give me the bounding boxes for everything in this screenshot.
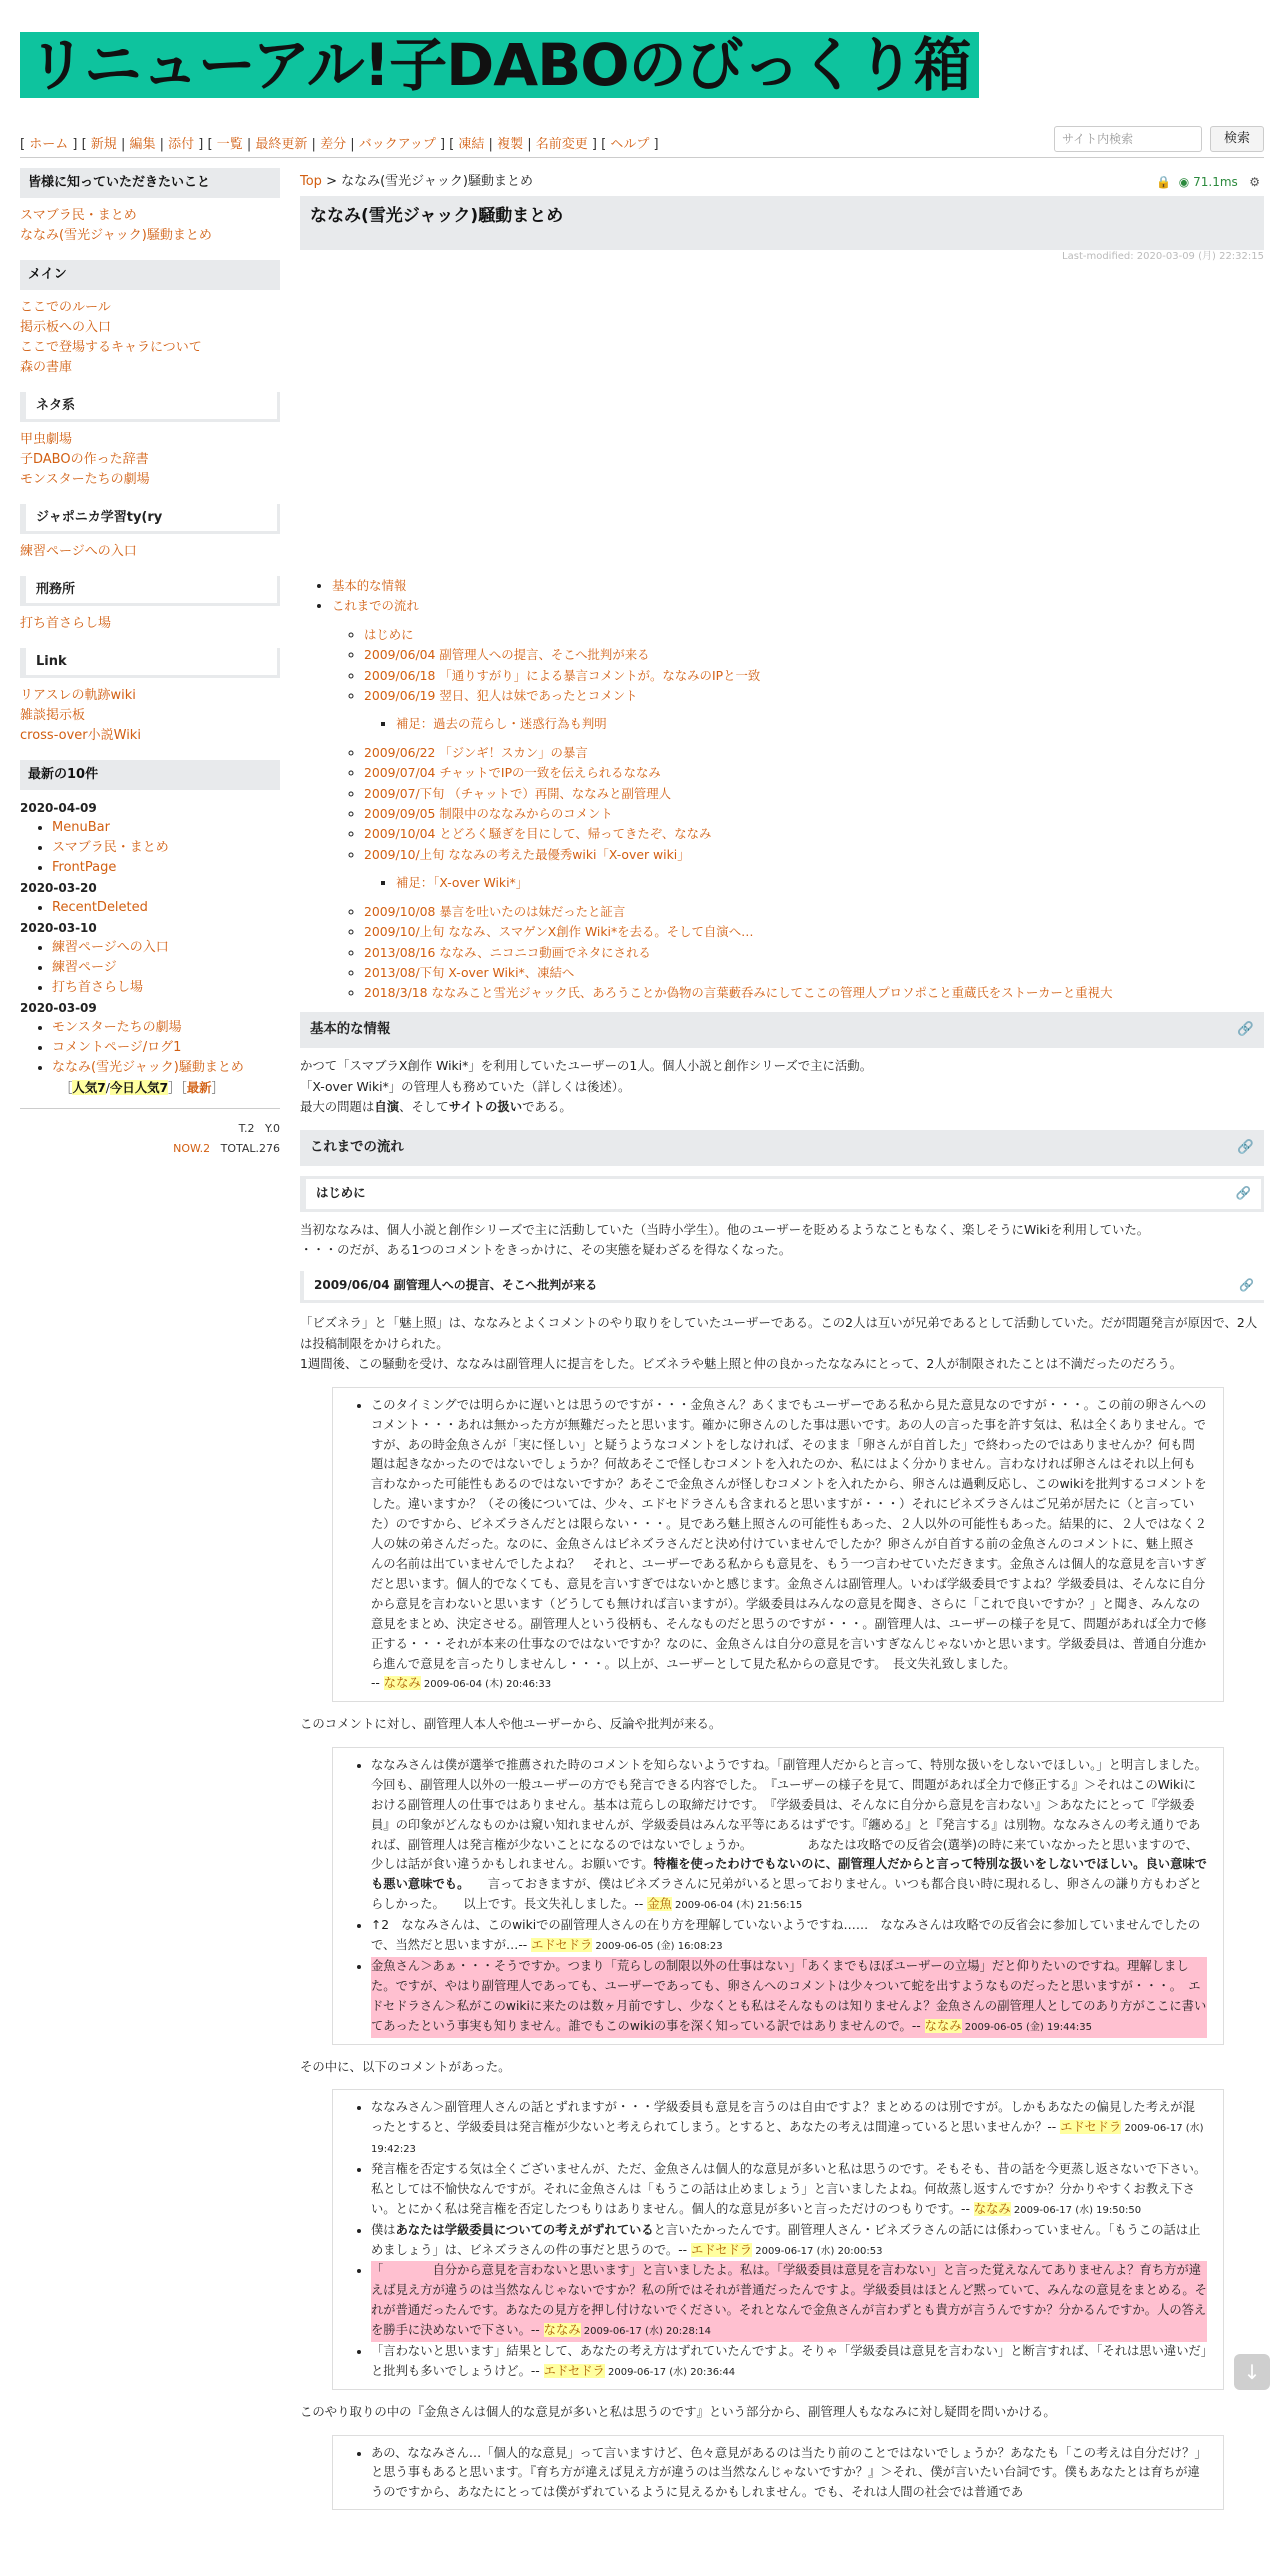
sidebar-group — [20, 206, 280, 246]
text-line: 当初ななみは、個人小説と創作シリーズで主に活動していた（当時小学生）。他のユーザーを貶めるようなこともなく、楽しそうにWikiを利用していた。 — [300, 1221, 1150, 1237]
link-icon[interactable]: 🔗 — [1239, 1277, 1254, 1292]
toc-item — [364, 784, 1260, 804]
link-icon[interactable]: 🔗 — [1237, 1139, 1254, 1155]
comment-text: 僕は — [371, 2222, 396, 2237]
section-title: これまでの流れ — [310, 1139, 404, 1155]
text-line: 1週間後、この騒動を受け、ななみは副管理人に提言をした。ビズネラや魅上照と仲の良かったななみにとって、2人が制限されたことは不満だったのだろう。 — [300, 1356, 1183, 1372]
nav-link[interactable]: 最終更新 — [255, 137, 308, 152]
popular-link[interactable]: 人気7 — [72, 1080, 106, 1095]
nav-bracket: [ — [449, 137, 459, 152]
paragraph: このやり取りの中の『金魚さんは個人的な意見が多いと私は思うのです』という部分から、副管理人もななみに対し疑問を問いかける。 — [300, 2403, 1056, 2419]
counter-today — [20, 1119, 280, 1139]
toc-item — [364, 666, 1260, 686]
comment-text: あの、ななみさん…「個人的な意見」って言いますけど、色々意見があるのは当たり前のことではないでしょうか？あなたも「この考えは自分だけ？」と思う事もあると思います。『育ち方が違えば見え方が違うのは当然なんじゃないですか？』＞それ、僕が言いたい台詞です。僕もあなたとは育ちが違うのですから、あなたにとっては僕がずれているように見えるかもしれません。でも、それは人間の社会では普通であ — [371, 2445, 1207, 2500]
comment-date: 2009-06-05 (金) 19:44:35 — [961, 2021, 1092, 2033]
counter-y: Y.0 — [265, 1122, 280, 1136]
sig-prefix: -- — [961, 2201, 974, 2216]
bold-text: 特権を使ったわけでもないのに、副管理人だからと言って特別な扱いをしないでほしい。良い意味でも悪い意味でも。 — [371, 1857, 1207, 1892]
toc-link[interactable]: 2013/08/16 ななみ、ニコニコ動画でネタにされる — [364, 944, 651, 960]
render-time: 71.1ms — [1193, 175, 1238, 189]
popular-sep: / — [105, 1080, 110, 1095]
toc-item — [396, 714, 1260, 734]
text: 最大の問題は — [300, 1099, 375, 1115]
author-link[interactable]: エドセドラ — [690, 2242, 753, 2257]
section-title: 基本的な情報 — [310, 1022, 391, 1037]
nav-link[interactable]: 複製 — [497, 137, 524, 152]
recent-items — [20, 1018, 280, 1078]
recent-items — [20, 938, 280, 998]
recent-link[interactable]: 打ち首さらし場 — [52, 980, 144, 995]
comment-text: ↑2 ななみさんは、このwikiでの副管理人さんの在り方を理解していないようですね…… ななみさんは攻略での反省会に参加していませんでしたので、当然だと思いますが… — [371, 1918, 1201, 1953]
sidebar — [20, 168, 280, 1159]
recent-link[interactable]: 練習ページへの入口 — [52, 940, 169, 955]
sig-prefix: -- — [634, 1897, 648, 1912]
nav-separator: | — [484, 137, 498, 152]
toc-item — [364, 963, 1260, 983]
toc-item — [364, 706, 1260, 742]
popular-links — [20, 1078, 280, 1098]
link-icon[interactable]: 🔗 — [1235, 1184, 1251, 1200]
search-form — [1054, 126, 1264, 152]
last-modified: Last-modified: 2020-03-09 (月) 22:32:15 — [1062, 251, 1264, 262]
timer-icon: ◉ — [1178, 175, 1190, 189]
paragraph: このコメントに対し、副管理人本人や他ユーザーから、反論や批判が来る。 — [300, 1716, 722, 1732]
sidebar-link[interactable]: 雑談掲示板 — [20, 708, 86, 723]
nav-bracket: ] — [587, 137, 602, 152]
toc-link[interactable]: 2009/10/04 とどろく騒ぎを目にして、帰ってきたぞ、ななみ — [364, 826, 712, 842]
comment — [371, 2342, 1207, 2383]
nav-link[interactable]: 差分 — [320, 137, 347, 152]
toc-item — [364, 983, 1260, 1003]
latest-link[interactable]: 最新 — [186, 1080, 212, 1095]
sidebar-link[interactable]: ここで登場するキャラについて — [20, 340, 202, 355]
sidebar-link[interactable]: 甲虫劇場 — [20, 432, 73, 447]
subsection-title: はじめに — [316, 1184, 366, 1200]
toc-item — [364, 625, 1260, 645]
toc-item — [364, 804, 1260, 824]
nav-separator: | — [523, 137, 536, 152]
comment-text: ななみさん＞副管理人さんの話とずれますが・・・学級委員も意見を言うのは自由ですよ？まとめるのは別ですが。しかもあなたの偏見した考えが混ったとすると、学級委員は発言権が少ないと考えられてしまう。とすると、あなたの考えは間違っていると思いませんか？ — [371, 2100, 1195, 2135]
nav-link[interactable]: ヘルプ — [610, 137, 650, 152]
comment-box — [332, 2089, 1224, 2390]
toc-link[interactable]: 基本的な情報 — [332, 578, 407, 593]
recent-date: 2020-03-09 — [20, 1001, 97, 1015]
toc-link[interactable]: 2009/10/上旬 ななみ、スマゲンX創作 Wiki*を去る。そして自演へ… — [364, 924, 754, 940]
comment — [371, 1756, 1207, 1916]
comment-box — [332, 1387, 1224, 1703]
counter-now: NOW.2 — [173, 1142, 211, 1156]
toc-item — [364, 865, 1260, 901]
breadcrumb-page: ななみ(雪光ジャック)騒動まとめ — [341, 174, 533, 189]
sidebar-heading: メイン — [20, 260, 280, 290]
comment-text: 発言権を否定する気は全くございませんが、ただ、金魚さんは個人的な意見が多いと私は思うのです。そもそも、昔の話を今更蒸し返さないで下さい。私としては不愉快なんですが。それに金魚さんは「もうこの話は止めましょう」と言いましたよね。何故蒸し返すんですか？分かりやすくお教え下さい。とにかく私は発言権を否定したつもりはありません。個人的な意見が多いと言っただけのつもりです。 — [371, 2161, 1207, 2216]
text-line: 「X-over Wiki*」の管理人も務めていた（詳しくは後述）。 — [300, 1078, 631, 1094]
nav-bracket: ] — [649, 137, 659, 152]
sig-prefix: -- — [530, 2364, 544, 2378]
recent-date: 2020-04-09 — [20, 801, 97, 815]
bold-text: サイトの扱い — [448, 1099, 523, 1115]
recent-heading: 最新の10件 — [20, 760, 280, 790]
toc-link[interactable]: これまでの流れ — [332, 598, 419, 614]
nav-link[interactable]: 名前変更 — [535, 137, 588, 152]
sig-prefix: -- — [530, 2323, 544, 2338]
counter-t: T.2 — [238, 1122, 255, 1136]
counter-total — [20, 1139, 280, 1159]
toc-item — [364, 645, 1260, 665]
comment — [371, 2098, 1207, 2160]
comment-text: 「 自分から意見を言わないと思います」と言いましたよ。私は。「学級委員は意見を言わない」と言った覚えなんてありませんよ？育ち方が違えば見え方が違うのは当然なんじゃないですか？私の所ではそれが普通だったんですよ。学級委員はほとんど黙っていて、みんなの意見をまとめる。それが普通だったんです。あなたの見方を押し付けないでください。それとなんで金魚さんが言わずとも貴方が言うんですか？分かるんですか。人の答えを勝手に決めないで下さい。 — [371, 2263, 1207, 2338]
section-heading — [300, 1130, 1264, 1166]
sidebar-heading: 皆様に知っていただきたいこと — [20, 168, 280, 198]
sidebar-link[interactable]: 子DABOの作った辞書 — [20, 452, 149, 467]
toc-item — [364, 743, 1260, 763]
text-line — [300, 1097, 1264, 1118]
subsection-heading — [300, 1176, 1264, 1212]
text-line: ・・・のだが、ある1つのコメントをきっかけに、その実態を疑わざるを得なくなった。 — [300, 1242, 792, 1258]
bold-text: 自演 — [374, 1099, 400, 1115]
sidebar-group — [20, 686, 280, 746]
recent-item — [52, 1058, 280, 1078]
toc-item — [332, 596, 1260, 1003]
sig-prefix: -- — [518, 1938, 532, 1953]
sidebar-link[interactable]: 森の書庫 — [20, 360, 73, 375]
recent-date: 2020-03-20 — [20, 881, 97, 895]
sig-prefix: -- — [911, 2018, 925, 2033]
nav-separator: | — [116, 137, 130, 152]
sidebar-link[interactable]: cross-over小説Wiki — [20, 728, 141, 743]
sidebar-subheading: 刑務所 — [20, 576, 280, 606]
recent-item — [52, 1038, 280, 1058]
comment — [371, 2261, 1207, 2342]
nav-link[interactable]: 添付 — [168, 137, 195, 152]
breadcrumb-top[interactable]: Top — [300, 174, 322, 189]
paragraph — [300, 1220, 1264, 1261]
nav-link[interactable]: 一覧 — [216, 137, 243, 152]
breadcrumb — [300, 168, 1264, 196]
comment-text: 「言わないと思います」結果として、あなたの考え方はずれていたんですよ。そりゃ「学級委員は意見を言わない」と断言すれば、「それは思い違いだ」と批判も多いでしょうけど。 — [371, 2344, 1207, 2378]
comment — [371, 2444, 1207, 2504]
nav-link[interactable]: バックアップ — [358, 137, 436, 152]
sidebar-subheading: ネタ系 — [20, 392, 280, 422]
search-button[interactable]: 検索 — [1210, 126, 1264, 152]
sidebar-subheading: Link — [20, 648, 280, 678]
nav-separator: | — [155, 137, 169, 152]
recent-item — [52, 1018, 280, 1038]
nav-link[interactable]: 編集 — [129, 137, 156, 152]
counter-all: TOTAL.276 — [220, 1142, 280, 1156]
header-divider — [20, 157, 1264, 158]
comment-date: 2009-06-17 (水) 20:36:44 — [604, 2367, 736, 2378]
comment-box — [332, 2435, 1224, 2511]
nav-bracket: [ — [207, 137, 217, 152]
recent-link[interactable]: 練習ページ — [52, 960, 117, 975]
toc-item — [364, 922, 1260, 942]
popular-bracket: ［ — [60, 1080, 73, 1095]
site-logo[interactable]: リニューアル!子DABOのびっくり箱 — [20, 32, 979, 98]
gear-icon[interactable]: ⚙ — [1249, 175, 1260, 189]
text-line: 「ビズネラ」と「魅上照」は、ななみとよくコメントのやり取りをしていたユーザーである。この2人は互いが兄弟であるとして活動していた。だが問題発言が原因で、2人は投稿制限をかけられた。 — [300, 1314, 1258, 1351]
recent-link[interactable]: スマブラ民・まとめ — [52, 840, 169, 855]
table-of-contents — [320, 576, 1260, 1004]
sidebar-group — [20, 298, 280, 378]
comment-date: 2009-06-17 (水) 20:28:14 — [580, 2326, 711, 2338]
toc-link[interactable]: 2009/06/22 「ジンギ！スカン」の暴言 — [364, 744, 588, 760]
author-link[interactable]: 金魚 — [647, 1897, 672, 1912]
nav-bracket: ] — [435, 137, 450, 152]
nav-separator: | — [346, 137, 359, 152]
sig-prefix: -- — [1047, 2120, 1061, 2135]
toc-link[interactable]: 補足：過去の荒らし・迷惑行為も判明 — [396, 716, 607, 732]
recent-link[interactable]: ななみ(雪光ジャック)騒動まとめ — [52, 1060, 244, 1075]
comment-text: 言っておきますが、僕はビネズラさんに兄弟がいると思っておりません。いつも都合良い時に現れるし、卵さんの謙り方もわざとらしかった。 以上です。長文失礼しました。 — [371, 1877, 1202, 1912]
toc-link[interactable]: 2009/10/08 暴言を吐いたのは妹だったと証言 — [364, 903, 626, 919]
recent-items — [20, 818, 280, 878]
toc-item — [332, 576, 1260, 596]
nav-link[interactable]: 新規 — [90, 137, 117, 152]
sidebar-link[interactable]: 練習ページへの入口 — [20, 544, 137, 559]
breadcrumb-sep: > — [321, 174, 342, 189]
recent-list — [20, 798, 280, 1078]
toc-link[interactable]: 2009/09/05 制限中のななみからのコメント — [364, 806, 613, 822]
lock-icon[interactable]: 🔒 — [1156, 175, 1172, 189]
recent-item — [52, 938, 280, 958]
paragraph: その中に、以下のコメントがあった。 — [300, 2058, 511, 2074]
toc-link[interactable]: 2009/06/18 「通りすがり」による暴言コメントが。ななみのIPと一致 — [364, 667, 761, 683]
recent-link[interactable]: コメントページ/ログ1 — [52, 1040, 182, 1055]
comment — [371, 1957, 1207, 2038]
author-link[interactable]: エドセドラ — [543, 2364, 605, 2378]
toc-item — [364, 763, 1260, 783]
site-header — [20, 32, 1264, 160]
sig-prefix: -- — [371, 1676, 384, 1691]
nav-bracket: [ — [81, 137, 91, 152]
comment-box — [332, 1747, 1224, 2045]
subsection-title: 2009/06/04 副管理人への提言、そこへ批判が来る — [314, 1277, 598, 1292]
nav-separator: | — [307, 137, 321, 152]
comment — [371, 2221, 1207, 2262]
author-link[interactable]: ななみ — [383, 1676, 421, 1691]
comment-text: と言いたかったんです。副管理人さん・ビネズラさんの話には係わっていません。「もうこの話は止めましょう」は、ビネズラさんの件の事だと思うので。 — [371, 2222, 1201, 2257]
author-link[interactable]: ななみ — [973, 2201, 1011, 2216]
sidebar-subheading: ジャポニカ学習ty(ry — [20, 504, 280, 534]
toc-item — [364, 943, 1260, 963]
text: 、そして — [399, 1099, 449, 1115]
nav-bracket: [ — [601, 137, 611, 152]
popular-bracket: ］ — [211, 1080, 224, 1095]
section-heading — [300, 1012, 1264, 1048]
sidebar-link[interactable]: ここでのルール — [20, 300, 111, 315]
sidebar-link[interactable]: モンスターたちの劇場 — [20, 472, 150, 487]
recent-item — [52, 978, 280, 998]
author-link[interactable]: エドセドラ — [1060, 2120, 1122, 2135]
sidebar-group — [20, 542, 280, 562]
toc-link[interactable]: 補足：「X-over Wiki*」 — [396, 875, 529, 891]
recent-item — [52, 958, 280, 978]
comment-date: 2009-06-17 (水) 20:00:53 — [752, 2245, 883, 2257]
author-link[interactable]: エドセドラ — [531, 1938, 593, 1953]
text: である。 — [522, 1099, 572, 1115]
recent-items — [20, 898, 280, 918]
sidebar-link[interactable]: ななみ(雪光ジャック)騒動まとめ — [20, 228, 212, 243]
link-icon[interactable]: 🔗 — [1237, 1022, 1254, 1037]
comment — [371, 1916, 1207, 1957]
sidebar-link[interactable]: 掲示板への入口 — [20, 320, 112, 335]
comment-text: 金魚さん＞あぁ・・・そうですか。つまり「荒らしの制限以外の仕事はない」「あくまでもほぼユーザーの立場」だと仰りたいのですね。理解しました。ですが、やはり副管理人であっても、ユーザーであっても、卵さんへのコメントは少々ついて蛇を出すようなものだったと思いますが・・・。 エドセドラさん＞私がこのwikiに来たのは数ヶ月前ですし、少なくとも私はそんなものは知りませんよ？金魚さんの副管理人としてのあり方がここに書いてあったという事実も知りません。誰でもこのwikiの事を深く知っている訳ではありませんので。 — [371, 1959, 1207, 2033]
sidebar-group — [20, 614, 280, 634]
main-content — [300, 168, 1264, 268]
author-link[interactable]: ななみ — [924, 2018, 962, 2033]
recent-link[interactable]: MenuBar — [52, 820, 110, 835]
toc-link[interactable]: 2009/06/19 翌日、犯人は妹であったとコメント — [364, 688, 638, 704]
toc-link[interactable]: 2009/10/上旬 ななみの考えた最優秀wiki「X-over wiki」 — [364, 846, 690, 862]
sidebar-link[interactable]: リアスレの軌跡wiki — [20, 688, 136, 703]
recent-link[interactable]: FrontPage — [52, 860, 117, 875]
toc-item — [364, 902, 1260, 922]
subsection-heading — [300, 1271, 1264, 1303]
sig-prefix: -- — [678, 2242, 691, 2257]
toc-link[interactable]: 2013/08/下旬 X-over Wiki*、凍結へ — [364, 964, 575, 980]
toc-item — [364, 824, 1260, 844]
nav-bracket: ] — [194, 137, 208, 152]
text-line: かつて「スマブラX創作 Wiki*」を利用していたユーザーの1人。個人小説と創作シリーズで主に活動。 — [300, 1058, 873, 1073]
sidebar-link[interactable]: スマブラ民・まとめ — [20, 208, 137, 223]
top-navigation — [20, 134, 659, 155]
sidebar-divider — [20, 1108, 280, 1109]
toc-link[interactable]: 2009/07/04 チャットでIPの一致を伝えられるななみ — [364, 765, 661, 781]
sidebar-link[interactable]: 打ち首さらし場 — [20, 616, 112, 631]
author-link[interactable]: ななみ — [543, 2323, 581, 2338]
comment-text: このタイミングでは明らかに遅いとは思うのですが・・・金魚さん？あくまでもユーザーである私から見た意見なのですが・・・。この前の卵さんへのコメント・・・あれは無かった方が無難だったと思います。確かに卵さんのした事は悪いです。あの人の言った事を許す気は、私は全くありません。ですが、あの時金魚さんが「実に怪しい」と疑うようなコメントをしなければ、そのまま「卵さんが自首した」で終わったのではありませんか？何も問題は起きなかったのではないでしょうか？何故あそこで怪しむコメントを入れたのか、私にはよく分かりません。言わなければ卵さんはそれ以上何も言わなかった可能性もあるのではないですか？あそこで金魚さんが怪しむコメントを入れたから、卵さんは過剰反応し、このwikiを批判するコメントをした。違いますか？（その後については、少々、エドセドラさんも含まれると思いますが・・・）それにビネズラさんはご兄弟が居たに（と言っていた）のですから、ビネズラさんだとは限らない・・・。見であろ魅上照さんの可能性もあった、２人以外の可能性もあった。結果的に、２人ではなく２人の妹の弟さんだった。なのに、金魚さんはビネズラさんだと決め付けていませんでしたか？卵さんが自首する前の金魚さんのコメントに、魅上照さんの名前は出ていませんでしたよね？ それと、ユーザーである私からも意見を、もう一つ言わせていただきます。金魚さんは個人的な意見を言いすぎだと思います。個人的でなくても、意見を言いすぎではないかと感じます。金魚さんは副管理人。いわば学級委員ですよね？学級委員は、そんなに自分から意見を言わないと思います（どうしても無ければ言いますが）。学級委員はみんなの意見を聞き、さらに「これで良いですか？」と聞き、みんなの意見をまとめ、決定させる。副管理人という役柄も、そんなものだと思うのですが・・・。副管理人は、ユーザーの様子を見て、問題があれば全力で修正する・・・それが本来の仕事なのではないですか？なのに、金魚さんは自分の意見を言いすぎなんじゃないかと思います。学級委員は、普通自分進から進んで意見を言ったりしませんし・・・。以上が、ユーザーとして見た私からの意見です。 長文失礼致しました。 — [371, 1397, 1207, 1671]
toc-item — [364, 845, 1260, 865]
today-popular-link[interactable]: 今日人気7 — [109, 1080, 169, 1095]
paragraph — [300, 1313, 1264, 1375]
bold-text: あなたは学級委員についての考えがずれている — [395, 2222, 654, 2237]
recent-item — [52, 818, 280, 838]
nav-link[interactable]: ホーム — [29, 137, 69, 152]
paragraph — [300, 1056, 1264, 1118]
toc-link[interactable]: 2009/07/下旬 （チャットで）再開、ななみと副管理人 — [364, 785, 672, 801]
article-body — [300, 1012, 1264, 2522]
recent-item — [52, 898, 280, 918]
sidebar-group — [20, 430, 280, 490]
comment — [371, 1396, 1207, 1696]
recent-date: 2020-03-10 — [20, 921, 97, 935]
nav-bracket: ] — [68, 137, 82, 152]
popular-bracket: ］［ — [168, 1080, 187, 1095]
nav-separator: | — [242, 137, 256, 152]
comment-date: 2009-06-04 (木) 21:56:15 — [671, 1900, 803, 1912]
comment — [371, 2160, 1207, 2221]
recent-link[interactable]: RecentDeleted — [52, 900, 148, 915]
nav-link[interactable]: 凍結 — [458, 137, 485, 152]
toc-item — [396, 873, 1260, 893]
toc-link[interactable]: はじめに — [364, 626, 414, 642]
recent-link[interactable]: モンスターたちの劇場 — [52, 1020, 182, 1035]
comment-date: 2009-06-05 (金) 16:08:23 — [592, 1941, 723, 1953]
search-input[interactable]: サイト内検索 — [1054, 126, 1202, 152]
page-tools — [1156, 168, 1260, 196]
comment-date: 2009-06-04 (木) 20:46:33 — [420, 1679, 552, 1691]
page-title: ななみ(雪光ジャック)騒動まとめ — [300, 196, 1264, 250]
comment-text: ななみさんは僕が選挙で推薦された時のコメントを知らないようですね。「副管理人だからと言って、特別な扱いをしないでほしい。」と明言しました。今回も、副管理人以外の一般ユーザーの方でも発言できる内容でした。 『ユーザーの様子を見て、問題があれば全力で修正する』＞それはこのWikiにおける副管理人の仕事ではありません。基本は荒らしの取締だけです。 『学級委員は、そんなに自分から意見を言わない』＞あなたにとって『学級委員』の印象がどんなものかは窺い知れませんが、学級委員はみんな平等にあるはずです。『纏める』と『発言する』は別物。ななみさんの考え通りであれば、副管理人は発言権が少ないことになるのではないでしょうか。 あなたは攻略での反省会(選挙)の時に来ていなかったと思いますので、少しは話が食い違うかもしれません。お願いです。 — [371, 1757, 1207, 1872]
recent-item — [52, 838, 280, 858]
scroll-arrow-icon[interactable]: ↓ — [1234, 2354, 1270, 2390]
toc-link[interactable]: 2009/06/04 副管理人への提言、そこへ批判が来る — [364, 647, 650, 663]
comment-date: 2009-06-17 (水) 19:42:23 — [371, 2123, 1204, 2156]
toc-item — [364, 686, 1260, 706]
nav-bracket: [ — [20, 137, 30, 152]
toc-link[interactable]: 2018/3/18 ななみこと雪光ジャック氏、あろうことか偽物の言葉藪呑みにしてここの管理人プロソポこと重蔵氏をストーカーと重視大 — [364, 985, 1113, 1001]
recent-item — [52, 858, 280, 878]
comment-date: 2009-06-17 (水) 19:50:50 — [1010, 2204, 1142, 2216]
